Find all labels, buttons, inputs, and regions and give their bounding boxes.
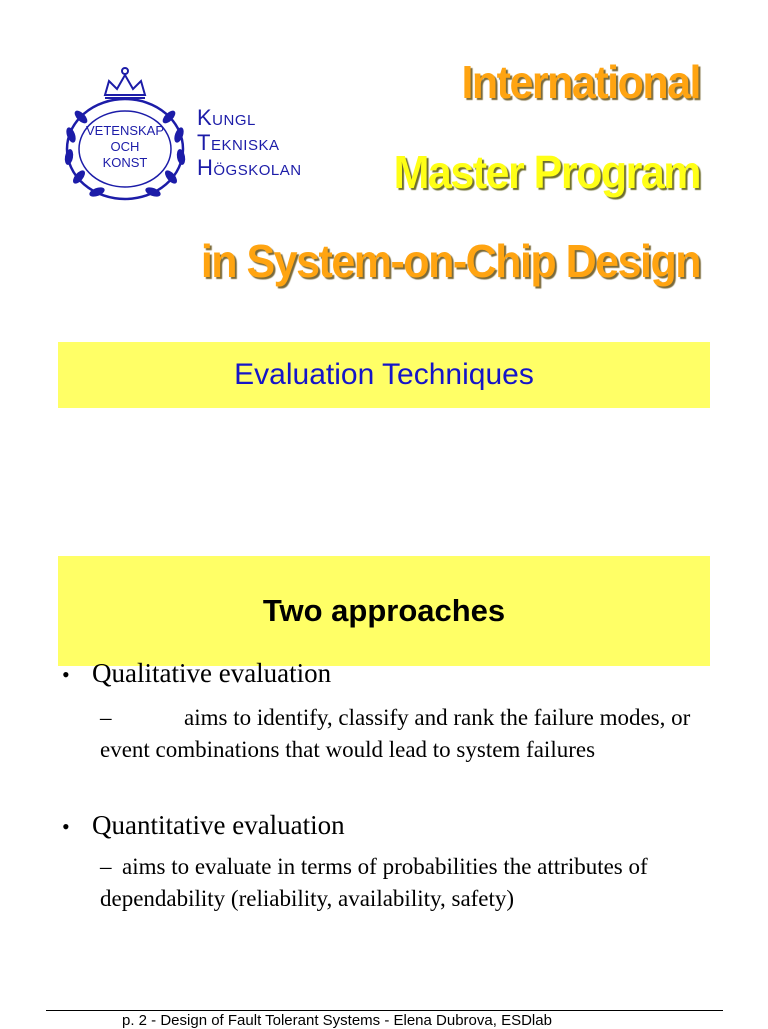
sub-text-2: aims to evaluate in terms of probabilities the attributes of dependability (reliability, availability, safety) bbox=[100, 854, 648, 911]
kth-name-line-1: Kungl bbox=[197, 105, 256, 130]
slide-title: Evaluation Techniques bbox=[58, 342, 710, 408]
bullet-item-1 bbox=[62, 658, 331, 690]
sub-item-2 bbox=[100, 851, 700, 915]
sub-item-1 bbox=[100, 702, 700, 766]
bullet-icon: • bbox=[62, 814, 70, 839]
kth-name-line-3: Högskolan bbox=[197, 155, 302, 180]
bullet-icon: • bbox=[62, 662, 70, 687]
seal-text-1: VETENSKAP bbox=[85, 123, 165, 138]
kth-seal-icon bbox=[57, 65, 207, 203]
seal-text-3: KONST bbox=[102, 155, 148, 170]
footer-text: p. 2 - Design of Fault Tolerant Systems - Elena Dubrova, ESDlab bbox=[122, 1012, 552, 1029]
headline-line-2: Master Program bbox=[393, 147, 700, 199]
footer-divider bbox=[46, 1010, 723, 1011]
dash-icon: – bbox=[100, 854, 112, 879]
headline-line-3: in System-on-Chip Design bbox=[200, 236, 700, 288]
dash-icon: – bbox=[100, 705, 112, 730]
headline-line-1: International bbox=[461, 57, 700, 109]
kth-name bbox=[197, 105, 302, 180]
bullet-item-2 bbox=[62, 810, 345, 842]
bullet-label-1: Qualitative evaluation bbox=[92, 658, 332, 688]
seal-text-2: OCH bbox=[110, 139, 140, 154]
section-heading: Two approaches bbox=[58, 556, 710, 666]
kth-name-line-2: Tekniska bbox=[197, 130, 280, 155]
sub-text-1: aims to identify, classify and rank the failure modes, or event combinations that would lead to system failures bbox=[100, 705, 691, 762]
bullet-label-2: Quantitative evaluation bbox=[92, 810, 345, 840]
